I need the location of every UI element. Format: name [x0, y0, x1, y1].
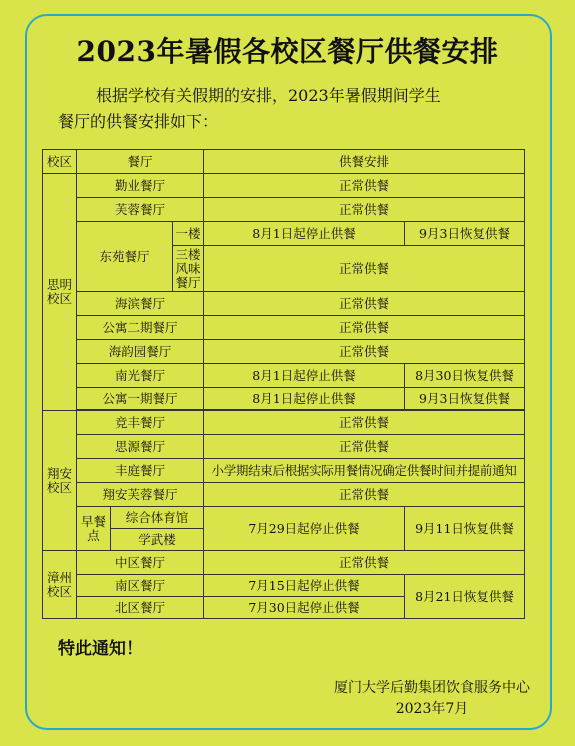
- table-row: [43, 340, 525, 364]
- schedule-resume: 9月3日恢复供餐: [405, 222, 525, 246]
- canteen-name: 芙蓉餐厅: [77, 198, 204, 222]
- header-schedule: 供餐安排: [204, 150, 525, 174]
- schedule-stop: 8月1日起停止供餐: [204, 222, 405, 246]
- table-row: [43, 292, 525, 316]
- closing-text: 特此通知！: [58, 639, 143, 659]
- table-row: [43, 222, 525, 246]
- canteen-name: 公寓二期餐厅: [77, 316, 204, 340]
- table-row: [43, 364, 525, 388]
- canteen-name: 公寓一期餐厅: [77, 388, 204, 410]
- table-row: [43, 316, 525, 340]
- intro-paragraph: [58, 83, 528, 135]
- schedule-cell: 正常供餐: [204, 316, 525, 340]
- schedule-resume: 9月11日恢复供餐: [405, 507, 525, 551]
- canteen-sub-name: 一楼: [173, 222, 204, 246]
- canteen-name: 思源餐厅: [77, 435, 204, 459]
- table-row: [43, 174, 525, 198]
- canteen-sub-name: 综合体育馆: [111, 507, 204, 529]
- table-row: [43, 483, 525, 507]
- canteen-name: 南光餐厅: [77, 364, 204, 388]
- schedule-cell: 正常供餐: [204, 483, 525, 507]
- intro-line-2: 餐厅的供餐安排如下：: [58, 112, 219, 131]
- table-row: [43, 411, 525, 435]
- header-canteen: 餐厅: [77, 150, 204, 174]
- canteen-name: 南区餐厅: [77, 575, 204, 597]
- table-row: [43, 435, 525, 459]
- table-row: [43, 551, 525, 575]
- canteen-name: 海滨餐厅: [77, 292, 204, 316]
- schedule-note: 小学期结束后根据实际用餐情况确定供餐时间并提前通知: [204, 459, 525, 483]
- header-campus: 校区: [43, 150, 77, 174]
- table-row: [43, 198, 525, 222]
- canteen-name: 翔安芙蓉餐厅: [77, 483, 204, 507]
- canteen-sub-name: 学武楼: [111, 529, 204, 551]
- schedule-stop: 8月1日起停止供餐: [204, 388, 405, 410]
- table-header-row: [43, 150, 525, 174]
- schedule-cell: 正常供餐: [204, 551, 525, 575]
- schedule-stop: 7月30日起停止供餐: [204, 597, 405, 619]
- canteen-name: 早餐点: [77, 507, 111, 551]
- table-row: [43, 575, 525, 597]
- canteen-name: 丰庭餐厅: [77, 459, 204, 483]
- table-row: [43, 459, 525, 483]
- signature-org: 厦门大学后勤集团饮食服务中心: [334, 680, 530, 696]
- canteen-sub-name: 三楼风味餐厅: [173, 246, 204, 292]
- campus-siming: 思明校区: [43, 174, 77, 411]
- schedule-cell: 正常供餐: [204, 411, 525, 435]
- signature: [334, 678, 530, 720]
- schedule-stop: 7月15日起停止供餐: [204, 575, 405, 597]
- table-row: [43, 388, 525, 410]
- schedule-cell: 正常供餐: [204, 292, 525, 316]
- schedule-stop: 8月1日起停止供餐: [204, 364, 405, 388]
- schedule-stop: 7月29日起停止供餐: [204, 507, 405, 551]
- canteen-name: 勤业餐厅: [77, 174, 204, 198]
- schedule-resume: 8月21日恢复供餐: [405, 575, 525, 619]
- schedule-resume: 9月3日恢复供餐: [405, 388, 525, 410]
- schedule-cell: 正常供餐: [204, 435, 525, 459]
- intro-line-1: 根据学校有关假期的安排，2023年暑假期间学生: [96, 86, 441, 105]
- table-row: [43, 507, 525, 529]
- page-title: 2023年暑假各校区餐厅供餐安排: [76, 35, 499, 68]
- canteen-name: 中区餐厅: [77, 551, 204, 575]
- schedule-cell: 正常供餐: [204, 340, 525, 364]
- canteen-name: 东苑餐厅: [77, 222, 173, 292]
- canteen-name: 海韵园餐厅: [77, 340, 204, 364]
- signature-date: 2023年7月: [395, 701, 469, 717]
- schedule-resume: 8月30日恢复供餐: [405, 364, 525, 388]
- canteen-name: 竞丰餐厅: [77, 411, 204, 435]
- schedule-table: [42, 149, 525, 619]
- campus-xiangan: 翔安校区: [43, 411, 77, 551]
- schedule-cell: 正常供餐: [204, 174, 525, 198]
- campus-zhangzhou: 漳州校区: [43, 551, 77, 619]
- schedule-cell: 正常供餐: [204, 198, 525, 222]
- canteen-name: 北区餐厅: [77, 597, 204, 619]
- schedule-cell: 正常供餐: [204, 246, 525, 292]
